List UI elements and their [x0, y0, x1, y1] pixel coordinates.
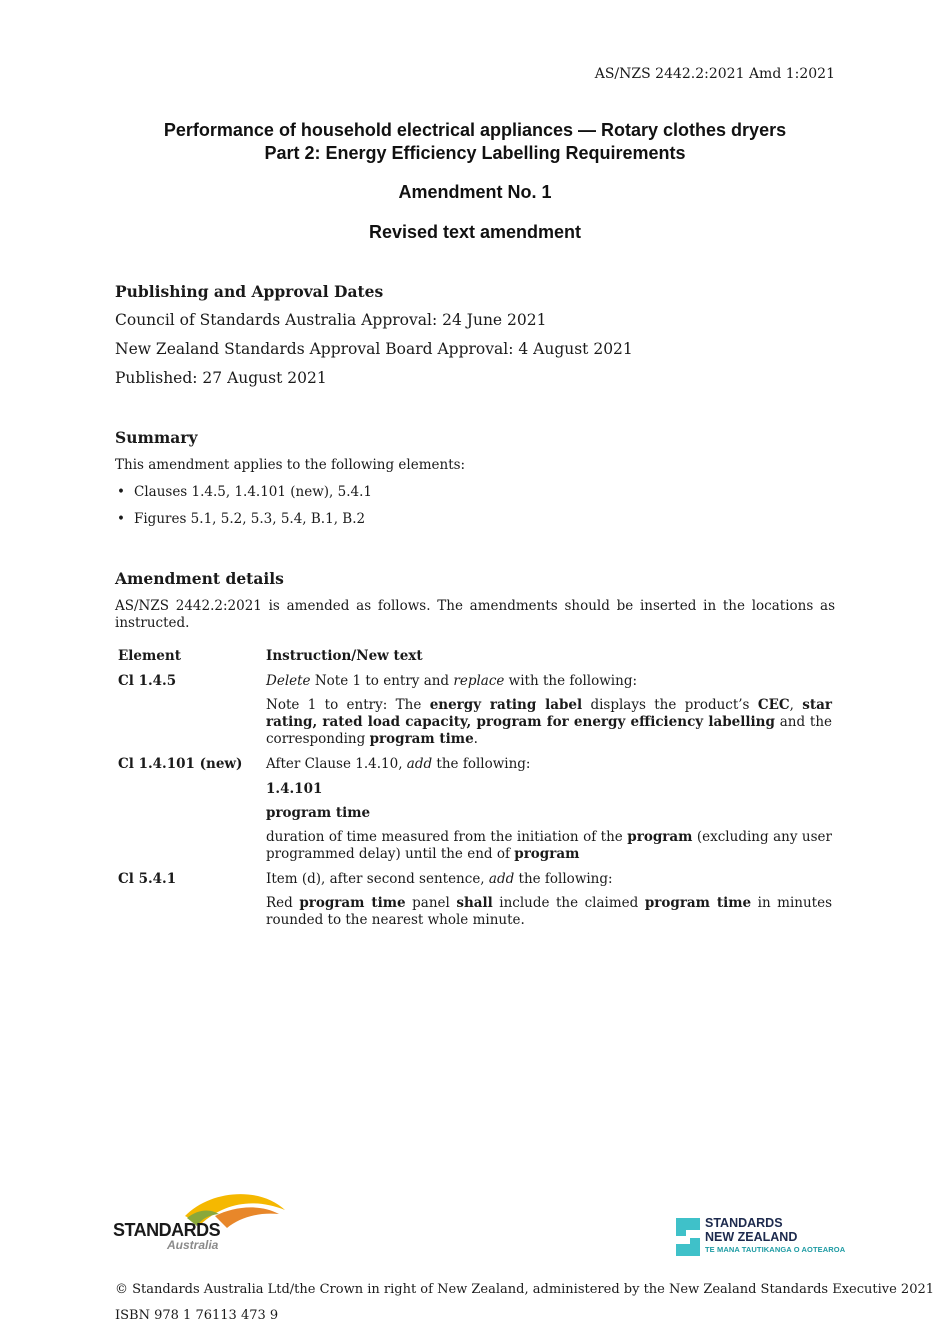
amendment-number: Amendment No. 1 — [398, 182, 552, 202]
isbn: ISBN 978 1 76113 473 9 — [115, 1308, 279, 1323]
term-definition: duration of time measured from the initiation of the program (excluding any user programmed delay) until the end of program — [266, 829, 832, 862]
column-header-element: Element — [118, 648, 181, 664]
copyright: © Standards Australia Ltd/the Crown in right of New Zealand, administered by the New Zealand Standards Executive 2021 — [115, 1282, 935, 1297]
row-newtext-5-4-1: Red program time panel shall include the claimed program time in minutes rounded to the nearest whole minute. — [266, 895, 833, 928]
details-heading: Amendment details — [115, 569, 284, 588]
row-element-5-4-1: Cl 5.4.1 — [118, 871, 177, 887]
row-instruction-1-4-101: After Clause 1.4.10, add the following: — [266, 756, 531, 772]
publishing-heading: Publishing and Approval Dates — [115, 282, 384, 301]
bullet-icon: • — [117, 484, 125, 500]
summary-heading: Summary — [115, 428, 198, 447]
nz-approval: New Zealand Standards Approval Board Approval: 4 August 2021 — [115, 340, 633, 358]
summary-intro: This amendment applies to the following elements: — [115, 457, 466, 473]
row-element-1-4-5: Cl 1.4.5 — [118, 673, 177, 689]
amendment-type: Revised text amendment — [368, 222, 582, 242]
bullet-icon: • — [117, 511, 125, 527]
row-instruction-5-4-1: Item (d), after second sentence, add the following: — [266, 871, 613, 887]
title-line-1: Performance of household electrical appliances — Rotary clothes dryers — [163, 120, 787, 140]
row-element-1-4-101: Cl 1.4.101 (new) — [118, 756, 243, 772]
row-instruction-1-4-5: Delete Note 1 to entry and replace with the following: — [266, 673, 638, 689]
column-header-instruction: Instruction/New text — [266, 648, 423, 664]
snz-mark-icon — [676, 1218, 700, 1256]
row-newtext-1-4-5: Note 1 to entry: The energy rating label displays the product’s CEC, star rating, rated load capacity, program for energy efficiency labelling and the corresponding program time. — [266, 697, 833, 747]
standards-new-zealand-logo: STANDARDS NEW ZEALAND TE MANA TAUTIKANGA O AOTEAROA — [676, 1216, 846, 1258]
summary-item: Clauses 1.4.5, 1.4.101 (new), 5.4.1 — [134, 484, 372, 500]
published-date: Published: 27 August 2021 — [115, 369, 327, 387]
term-name: program time — [266, 805, 371, 821]
summary-item: Figures 5.1, 5.2, 5.3, 5.4, B.1, B.2 — [134, 511, 366, 527]
council-approval: Council of Standards Australia Approval: 24 June 2021 — [115, 311, 547, 329]
details-intro: AS/NZS 2442.2:2021 is amended as follows. The amendments should be inserted in the locations as instructed. — [115, 598, 835, 631]
document-reference: AS/NZS 2442.2:2021 Amd 1:2021 — [594, 66, 835, 82]
title-line-2: Part 2: Energy Efficiency Labelling Requirements — [264, 143, 686, 163]
term-number: 1.4.101 — [266, 781, 323, 797]
standards-australia-logo: STANDARDS Australia — [113, 1188, 288, 1253]
